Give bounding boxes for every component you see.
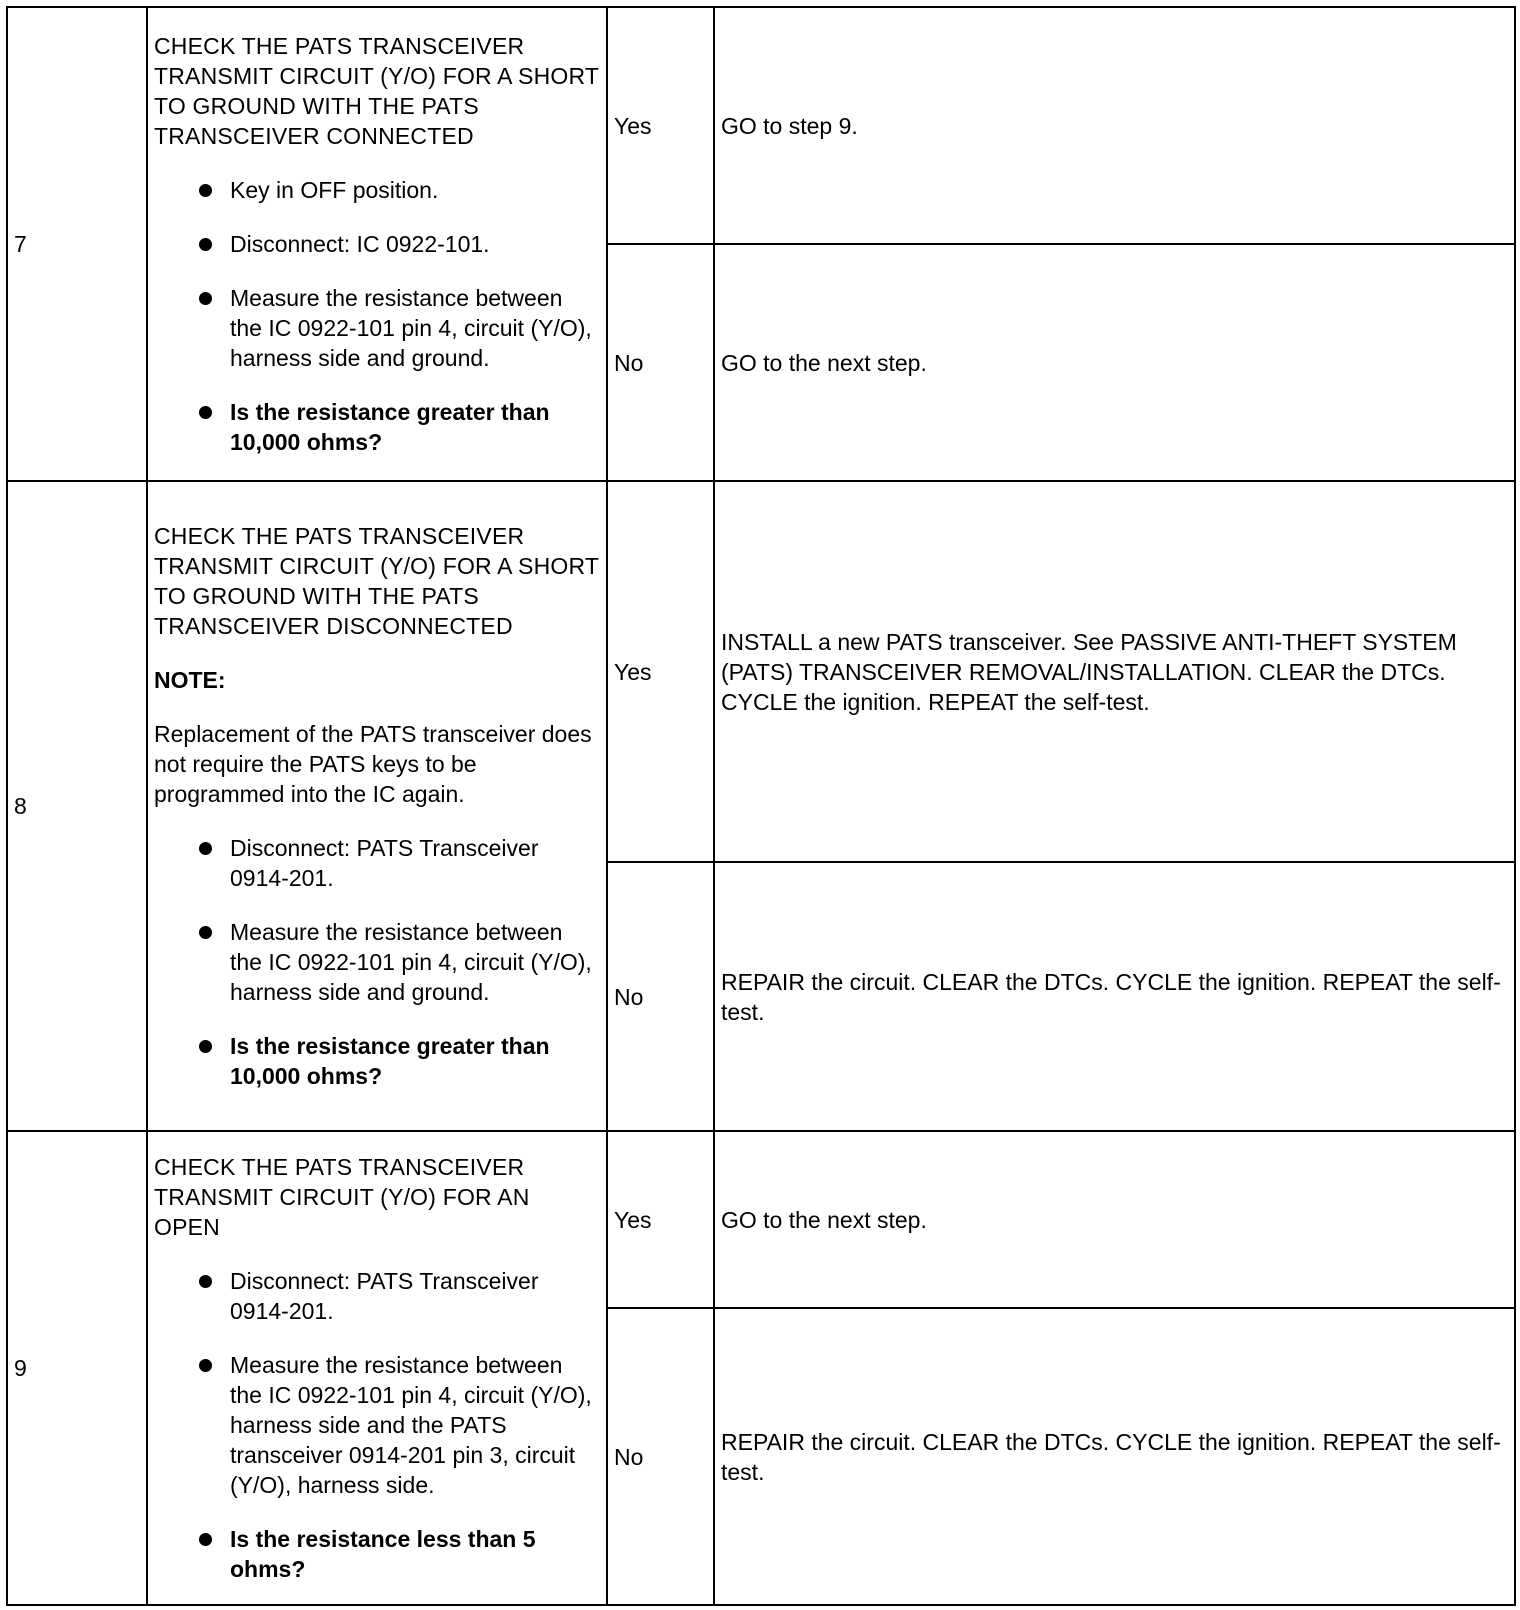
step-action-title: CHECK THE PATS TRANSCEIVER TRANSMIT CIRCUIT (Y/O) FOR AN OPEN	[154, 1154, 530, 1240]
result-no: REPAIR the circuit. CLEAR the DTCs. CYCLE the ignition. REPEAT the self-test.	[714, 1308, 1515, 1605]
step-action-cell	[147, 7, 607, 481]
instruction-item: Disconnect: PATS Transceiver 0914-201.	[154, 1266, 600, 1326]
diagnostic-steps-table	[6, 6, 1516, 1606]
result-yes: GO to the next step.	[714, 1131, 1515, 1308]
result-yes: INSTALL a new PATS transceiver. See PASSIVE ANTI-THEFT SYSTEM (PATS) TRANSCEIVER REMOVAL/INSTALLATION. CLEAR the DTCs. CYCLE the ignition. REPEAT the self-test.	[714, 481, 1515, 862]
instruction-question: Is the resistance greater than 10,000 ohms?	[154, 397, 600, 457]
step-8-yes-row	[7, 481, 1515, 862]
result-no: REPAIR the circuit. CLEAR the DTCs. CYCLE the ignition. REPEAT the self-test.	[714, 862, 1515, 1131]
instruction-question: Is the resistance greater than 10,000 ohms?	[154, 1031, 600, 1091]
step-action-cell	[147, 1131, 607, 1605]
step-instructions-list	[154, 1266, 600, 1584]
step-action-title: CHECK THE PATS TRANSCEIVER TRANSMIT CIRCUIT (Y/O) FOR A SHORT TO GROUND WITH THE PATS TRANSCEIVER DISCONNECTED	[154, 523, 599, 639]
note-text: Replacement of the PATS transceiver does not require the PATS keys to be programmed into the IC again.	[154, 721, 592, 807]
answer-yes: Yes	[607, 481, 714, 862]
step-9-yes-row	[7, 1131, 1515, 1308]
step-number: 8	[7, 481, 147, 1131]
step-7-yes-row	[7, 7, 1515, 244]
instruction-item: Key in OFF position.	[154, 175, 600, 205]
step-action-cell	[147, 481, 607, 1131]
answer-no: No	[607, 244, 714, 481]
instruction-item: Disconnect: PATS Transceiver 0914-201.	[154, 833, 600, 893]
answer-yes: Yes	[607, 1131, 714, 1308]
step-number: 9	[7, 1131, 147, 1605]
result-yes: GO to step 9.	[714, 7, 1515, 244]
instruction-item: Disconnect: IC 0922-101.	[154, 229, 600, 259]
answer-yes: Yes	[607, 7, 714, 244]
step-action-title: CHECK THE PATS TRANSCEIVER TRANSMIT CIRCUIT (Y/O) FOR A SHORT TO GROUND WITH THE PATS TRANSCEIVER CONNECTED	[154, 33, 599, 149]
instruction-item: Measure the resistance between the IC 0922-101 pin 4, circuit (Y/O), harness side and ground.	[154, 917, 600, 1007]
step-instructions-list	[154, 175, 600, 457]
instruction-item: Measure the resistance between the IC 0922-101 pin 4, circuit (Y/O), harness side and the PATS transceiver 0914-201 pin 3, circuit (Y/O), harness side.	[154, 1350, 600, 1500]
note-label: NOTE:	[154, 667, 226, 693]
step-instructions-list	[154, 833, 600, 1091]
instruction-item: Measure the resistance between the IC 0922-101 pin 4, circuit (Y/O), harness side and ground.	[154, 283, 600, 373]
answer-no: No	[607, 1308, 714, 1605]
instruction-question: Is the resistance less than 5 ohms?	[154, 1524, 600, 1584]
step-number: 7	[7, 7, 147, 481]
answer-no: No	[607, 862, 714, 1131]
result-no: GO to the next step.	[714, 244, 1515, 481]
